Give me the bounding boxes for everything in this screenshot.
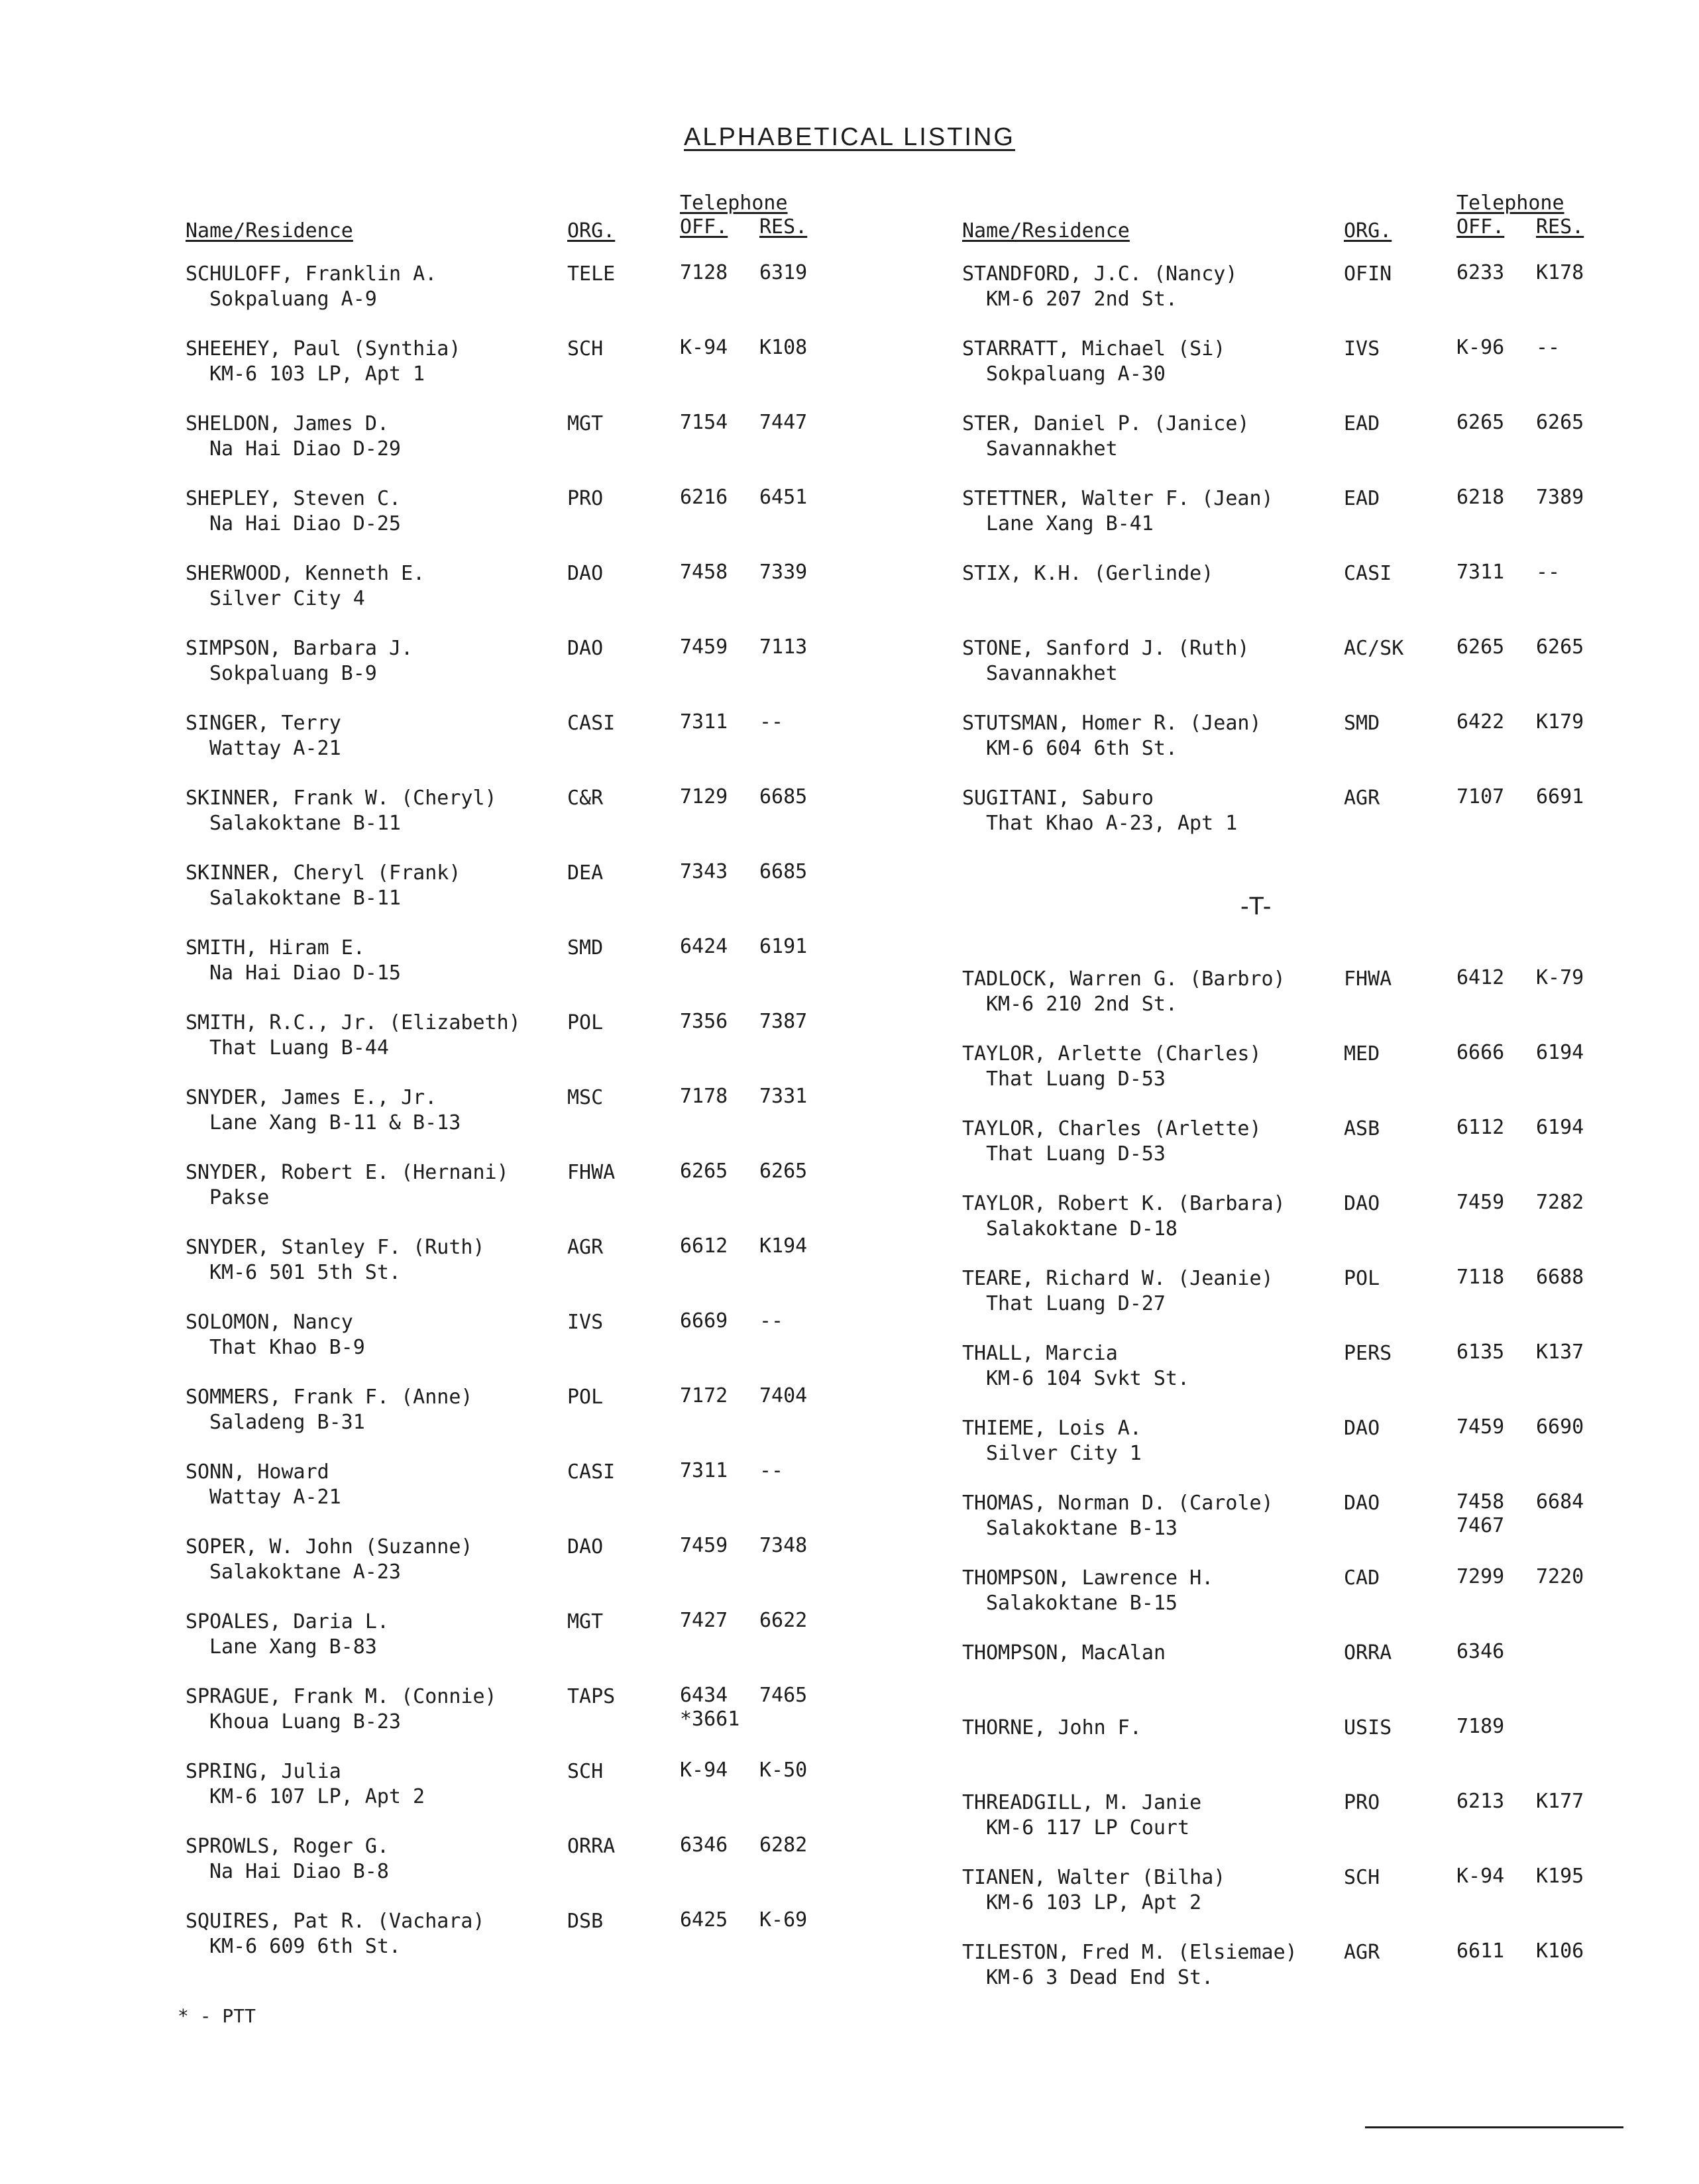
page-title: ALPHABETICAL LISTING xyxy=(684,123,1015,151)
footnote: * - PTT xyxy=(178,2005,256,2027)
entry-office-phone: 6434 xyxy=(680,1684,728,1707)
entry-name: STARRATT, Michael (Si) xyxy=(962,337,1226,360)
entry-office-phone: K-96 xyxy=(1456,336,1505,359)
listing-entry xyxy=(186,1828,934,1902)
entry-org: DAO xyxy=(567,637,604,660)
entry-name: SOMMERS, Frank F. (Anne) xyxy=(186,1386,473,1409)
listing-entry xyxy=(186,929,934,1004)
listing-entry xyxy=(186,1678,934,1753)
entry-office-phone: 7178 xyxy=(680,1085,728,1108)
entry-org: AGR xyxy=(1344,1941,1380,1964)
listing-entry xyxy=(962,1335,1699,1409)
listing-entry xyxy=(186,1228,934,1303)
entry-residence: Lane Xang B-11 & B-13 xyxy=(209,1111,461,1134)
entry-name: SUGITANI, Saburo xyxy=(962,787,1154,810)
entry-name: THOMAS, Norman D. (Carole) xyxy=(962,1492,1274,1515)
entry-org: SMD xyxy=(567,936,604,959)
entry-org: PERS xyxy=(1344,1342,1392,1365)
entry-office-phone: 6666 xyxy=(1456,1041,1505,1064)
entry-residence-phone: 7282 xyxy=(1536,1191,1584,1214)
listing-entry xyxy=(186,629,934,704)
listing-entry xyxy=(962,629,1699,704)
listing-entry xyxy=(962,330,1699,405)
entry-office-phone: 7459 xyxy=(680,635,728,659)
entry-org: AC/SK xyxy=(1344,637,1404,660)
listing-entry xyxy=(186,1603,934,1678)
entry-org: C&R xyxy=(567,787,604,810)
entry-name: SCHULOFF, Franklin A. xyxy=(186,262,437,286)
entry-name: SQUIRES, Pat R. (Vachara) xyxy=(186,1910,485,1933)
header-off: OFF. xyxy=(680,215,728,239)
entry-org: OFIN xyxy=(1344,262,1392,286)
entry-residence-phone: -- xyxy=(759,1309,784,1333)
listing-right-t xyxy=(962,960,1699,2008)
entry-name: SHELDON, James D. xyxy=(186,412,390,435)
entry-office-phone: 7311 xyxy=(680,1459,728,1482)
entry-name: SNYDER, Robert E. (Hernani) xyxy=(186,1161,509,1184)
entry-residence: Silver City 4 xyxy=(209,587,365,610)
entry-org: POL xyxy=(567,1011,604,1034)
entry-org: IVS xyxy=(1344,337,1380,360)
entry-org: USIS xyxy=(1344,1716,1392,1739)
listing-entry xyxy=(962,1859,1699,1934)
entry-org: ASB xyxy=(1344,1117,1380,1140)
entry-org: MGT xyxy=(567,1610,604,1633)
entry-residence: Savannakhet xyxy=(986,662,1118,685)
entry-residence: Lane Xang B-41 xyxy=(986,512,1154,535)
entry-office-phone: K-94 xyxy=(680,1759,728,1782)
entry-office-phone: 6265 xyxy=(1456,635,1505,659)
entry-residence: Salakoktane B-13 xyxy=(986,1517,1178,1540)
entry-residence: KM-6 207 2nd St. xyxy=(986,288,1178,311)
listing-entry xyxy=(962,1185,1699,1260)
entry-org: DAO xyxy=(1344,1192,1380,1215)
entry-office-phone: 7356 xyxy=(680,1010,728,1033)
entry-org: CAD xyxy=(1344,1566,1380,1590)
listing-entry xyxy=(186,1004,934,1079)
entry-residence-phone: 6451 xyxy=(759,486,808,509)
entry-residence-phone: K-69 xyxy=(759,1908,808,1932)
entry-name: TAYLOR, Charles (Arlette) xyxy=(962,1117,1262,1140)
entry-residence-phone: K179 xyxy=(1536,710,1584,734)
entry-office-phone: 6422 xyxy=(1456,710,1505,734)
entry-residence: Wattay A-21 xyxy=(209,737,341,760)
entry-residence-phone: 6319 xyxy=(759,261,808,284)
entry-org: TELE xyxy=(567,262,616,286)
entry-org: MSC xyxy=(567,1086,604,1109)
entry-name: STIX, K.H. (Gerlinde) xyxy=(962,562,1214,585)
entry-residence-phone: K-79 xyxy=(1536,966,1584,989)
listing-left xyxy=(186,255,934,1977)
entry-residence-phone: K-50 xyxy=(759,1759,808,1782)
entry-office-phone: 6669 xyxy=(680,1309,728,1333)
entry-residence-phone: 6622 xyxy=(759,1609,808,1632)
entry-residence-phone: K195 xyxy=(1536,1865,1584,1888)
listing-entry xyxy=(962,1784,1699,1859)
entry-office-phone: 6346 xyxy=(1456,1640,1505,1663)
listing-entry xyxy=(186,1154,934,1228)
entry-residence: Salakoktane D-18 xyxy=(986,1217,1178,1240)
entry-residence: Salakoktane B-11 xyxy=(209,887,401,910)
entry-office-phone: 6216 xyxy=(680,486,728,509)
listing-entry xyxy=(962,1035,1699,1110)
entry-residence-phone: 7113 xyxy=(759,635,808,659)
entry-residence-phone: 6265 xyxy=(1536,635,1584,659)
entry-residence: Saladeng B-31 xyxy=(209,1411,365,1434)
listing-entry xyxy=(962,960,1699,1035)
listing-entry xyxy=(962,255,1699,330)
entry-residence-phone: 6282 xyxy=(759,1833,808,1857)
entry-name: THOMPSON, Lawrence H. xyxy=(962,1566,1214,1590)
entry-office-phone: 6425 xyxy=(680,1908,728,1932)
entry-name: SHEEHEY, Paul (Synthia) xyxy=(186,337,461,360)
entry-residence-phone: -- xyxy=(759,1459,784,1482)
entry-org: DSB xyxy=(567,1910,604,1933)
entry-residence-phone: 6685 xyxy=(759,785,808,808)
entry-org: ORRA xyxy=(1344,1641,1392,1665)
entry-name: TAYLOR, Arlette (Charles) xyxy=(962,1042,1262,1065)
entry-name: STONE, Sanford J. (Ruth) xyxy=(962,637,1250,660)
entry-name: STER, Daniel P. (Janice) xyxy=(962,412,1250,435)
entry-org: ORRA xyxy=(567,1835,616,1858)
entry-org: FHWA xyxy=(567,1161,616,1184)
entry-office-phone: 7427 xyxy=(680,1609,728,1632)
entry-office-phone: 6265 xyxy=(680,1160,728,1183)
entry-org: MGT xyxy=(567,412,604,435)
entry-residence-phone: 7220 xyxy=(1536,1565,1584,1588)
entry-name: SPRAGUE, Frank M. (Connie) xyxy=(186,1685,497,1708)
entry-residence-phone: 7339 xyxy=(759,561,808,584)
entry-residence: KM-6 107 LP, Apt 2 xyxy=(209,1785,425,1808)
entry-residence: Wattay A-21 xyxy=(209,1486,341,1509)
entry-name: THORNE, John F. xyxy=(962,1716,1142,1739)
entry-name: SOLOMON, Nancy xyxy=(186,1311,353,1334)
entry-org: MED xyxy=(1344,1042,1380,1065)
column-header xyxy=(186,189,934,255)
entry-name: THOMPSON, MacAlan xyxy=(962,1641,1166,1665)
entry-name: SPROWLS, Roger G. xyxy=(186,1835,390,1858)
entry-residence-phone: 7404 xyxy=(759,1384,808,1407)
entry-residence: Na Hai Diao D-25 xyxy=(209,512,401,535)
listing-right-s xyxy=(962,255,1699,854)
entry-residence: KM-6 3 Dead End St. xyxy=(986,1966,1214,1989)
entry-office-phone: 6112 xyxy=(1456,1116,1505,1139)
entry-residence-phone: K137 xyxy=(1536,1340,1584,1364)
entry-residence-phone: -- xyxy=(1536,336,1561,359)
entry-office-phone: K-94 xyxy=(680,336,728,359)
entry-name: SHEPLEY, Steven C. xyxy=(186,487,402,510)
entry-office-phone: 6135 xyxy=(1456,1340,1505,1364)
entry-residence: That Luang D-53 xyxy=(986,1142,1166,1166)
entry-office-phone: 7172 xyxy=(680,1384,728,1407)
entry-residence: KM-6 609 6th St. xyxy=(209,1935,401,1958)
listing-entry xyxy=(962,1934,1699,2008)
entry-residence: That Luang B-44 xyxy=(209,1036,389,1060)
header-res: RES. xyxy=(1536,215,1584,239)
entry-residence-phone: 7447 xyxy=(759,411,808,434)
entry-name: TAYLOR, Robert K. (Barbara) xyxy=(962,1192,1286,1215)
header-org: ORG. xyxy=(567,219,616,243)
entry-org: CASI xyxy=(567,712,616,735)
entry-org: EAD xyxy=(1344,487,1380,510)
entry-org: CASI xyxy=(567,1460,616,1484)
entry-residence: KM-6 103 LP, Apt 1 xyxy=(209,362,425,386)
listing-entry xyxy=(186,1303,934,1378)
entry-name: SMITH, Hiram E. xyxy=(186,936,365,959)
listing-entry xyxy=(186,704,934,779)
entry-org: SCH xyxy=(567,1760,604,1783)
entry-residence-phone: 7387 xyxy=(759,1010,808,1033)
entry-residence: KM-6 104 Svkt St. xyxy=(986,1367,1190,1390)
section-letter-t: -T- xyxy=(1240,893,1272,920)
listing-entry xyxy=(962,555,1699,629)
entry-residence: Na Hai Diao D-15 xyxy=(209,961,401,985)
entry-office-phone: 6213 xyxy=(1456,1790,1505,1813)
entry-org: DAO xyxy=(1344,1417,1380,1440)
entry-office-phone-alt: *3661 xyxy=(680,1708,740,1731)
entry-org: DAO xyxy=(1344,1492,1380,1515)
entry-org: DAO xyxy=(567,562,604,585)
entry-residence-phone: K178 xyxy=(1536,261,1584,284)
entry-residence: Sokpaluang A-9 xyxy=(209,288,377,311)
entry-office-phone-alt: 7467 xyxy=(1456,1514,1505,1537)
entry-residence-phone: K177 xyxy=(1536,1790,1584,1813)
entry-office-phone: 7459 xyxy=(680,1534,728,1557)
entry-name: THALL, Marcia xyxy=(962,1342,1118,1365)
entry-office-phone: 6233 xyxy=(1456,261,1505,284)
entry-office-phone: 7107 xyxy=(1456,785,1505,808)
entry-name: SNYDER, James E., Jr. xyxy=(186,1086,437,1109)
entry-residence: Silver City 1 xyxy=(986,1442,1142,1465)
entry-residence: KM-6 210 2nd St. xyxy=(986,993,1178,1016)
entry-name: STANDFORD, J.C. (Nancy) xyxy=(962,262,1238,286)
entry-name: THIEME, Lois A. xyxy=(962,1417,1142,1440)
entry-residence: Khoua Luang B-23 xyxy=(209,1710,401,1733)
entry-residence: That Khao B-9 xyxy=(209,1336,365,1359)
entry-office-phone: 7458 xyxy=(1456,1490,1505,1513)
entry-residence: KM-6 117 LP Court xyxy=(986,1816,1190,1839)
entry-name: SHERWOOD, Kenneth E. xyxy=(186,562,425,585)
listing-entry xyxy=(962,1409,1699,1484)
entry-residence: Savannakhet xyxy=(986,437,1118,461)
entry-residence: Na Hai Diao D-29 xyxy=(209,437,401,461)
entry-name: SONN, Howard xyxy=(186,1460,329,1484)
entry-name: STUTSMAN, Homer R. (Jean) xyxy=(962,712,1262,735)
entry-residence-phone: 6194 xyxy=(1536,1116,1584,1139)
entry-residence: That Luang D-53 xyxy=(986,1067,1166,1091)
entry-org: EAD xyxy=(1344,412,1380,435)
entry-name: TILESTON, Fred M. (Elsiemae) xyxy=(962,1941,1297,1964)
entry-org: CASI xyxy=(1344,562,1392,585)
entry-residence: That Khao A-23, Apt 1 xyxy=(986,812,1238,835)
entry-residence: KM-6 604 6th St. xyxy=(986,737,1178,760)
entry-residence-phone: 6265 xyxy=(759,1160,808,1183)
entry-residence-phone: -- xyxy=(1536,561,1561,584)
entry-name: TADLOCK, Warren G. (Barbro) xyxy=(962,967,1286,991)
entry-office-phone: 7299 xyxy=(1456,1565,1505,1588)
entry-residence-phone: 6194 xyxy=(1536,1041,1584,1064)
entry-residence-phone: 6691 xyxy=(1536,785,1584,808)
entry-residence: Lane Xang B-83 xyxy=(209,1635,377,1659)
entry-name: TIANEN, Walter (Bilha) xyxy=(962,1866,1226,1889)
entry-name: SINGER, Terry xyxy=(186,712,341,735)
entry-office-phone: 7343 xyxy=(680,860,728,883)
entry-residence: Salakoktane A-23 xyxy=(209,1560,401,1584)
listing-entry xyxy=(186,330,934,405)
entry-office-phone: 6265 xyxy=(1456,411,1505,434)
entry-office-phone: 6218 xyxy=(1456,486,1505,509)
entry-office-phone: K-94 xyxy=(1456,1865,1505,1888)
listing-entry xyxy=(962,1110,1699,1185)
listing-entry xyxy=(962,1260,1699,1335)
entry-office-phone: 7459 xyxy=(1456,1415,1505,1439)
entry-office-phone: 6346 xyxy=(680,1833,728,1857)
entry-residence-phone: 6685 xyxy=(759,860,808,883)
entry-office-phone: 7458 xyxy=(680,561,728,584)
listing-entry xyxy=(962,1559,1699,1634)
entry-residence-phone: 7331 xyxy=(759,1085,808,1108)
entry-office-phone: 7128 xyxy=(680,261,728,284)
entry-name: SNYDER, Stanley F. (Ruth) xyxy=(186,1236,485,1259)
entry-org: TAPS xyxy=(567,1685,616,1708)
entry-org: SCH xyxy=(567,337,604,360)
entry-org: PRO xyxy=(1344,1791,1380,1814)
listing-entry xyxy=(962,1709,1699,1784)
listing-entry xyxy=(962,405,1699,480)
listing-entry xyxy=(186,405,934,480)
entry-org: PRO xyxy=(567,487,604,510)
entry-residence-phone: 7465 xyxy=(759,1684,808,1707)
entry-office-phone: 7311 xyxy=(1456,561,1505,584)
listing-entry xyxy=(186,1453,934,1528)
listing-entry xyxy=(962,1484,1699,1559)
right-column xyxy=(962,189,1699,2008)
listing-entry xyxy=(962,480,1699,555)
entry-office-phone: 6612 xyxy=(680,1234,728,1258)
entry-org: IVS xyxy=(567,1311,604,1334)
listing-entry xyxy=(186,255,934,330)
column-header xyxy=(962,189,1699,255)
entry-residence-phone: 6688 xyxy=(1536,1266,1584,1289)
entry-residence-phone: 6690 xyxy=(1536,1415,1584,1439)
entry-org: AGR xyxy=(567,1236,604,1259)
entry-office-phone: 6412 xyxy=(1456,966,1505,989)
entry-org: POL xyxy=(1344,1267,1380,1290)
entry-residence: That Luang D-27 xyxy=(986,1292,1166,1315)
entry-residence: Pakse xyxy=(209,1186,270,1209)
header-res: RES. xyxy=(759,215,808,239)
entry-name: SKINNER, Frank W. (Cheryl) xyxy=(186,787,497,810)
entry-residence-phone: K106 xyxy=(1536,1939,1584,1963)
entry-name: SPOALES, Daria L. xyxy=(186,1610,390,1633)
entry-residence-phone: -- xyxy=(759,710,784,734)
entry-residence-phone: 7348 xyxy=(759,1534,808,1557)
entry-residence: Sokpaluang A-30 xyxy=(986,362,1166,386)
entry-org: AGR xyxy=(1344,787,1380,810)
entry-office-phone: 7154 xyxy=(680,411,728,434)
listing-entry xyxy=(962,704,1699,779)
header-telephone: Telephone xyxy=(1456,191,1564,215)
entry-residence-phone: K108 xyxy=(759,336,808,359)
entry-residence: Na Hai Diao B-8 xyxy=(209,1860,389,1883)
entry-office-phone: 7129 xyxy=(680,785,728,808)
entry-residence-phone: 6265 xyxy=(1536,411,1584,434)
entry-org: DAO xyxy=(567,1535,604,1558)
listing-entry xyxy=(186,854,934,929)
entry-residence-phone: K194 xyxy=(759,1234,808,1258)
entry-office-phone: 7118 xyxy=(1456,1266,1505,1289)
entry-name: TEARE, Richard W. (Jeanie) xyxy=(962,1267,1274,1290)
entry-residence: Salakoktane B-15 xyxy=(986,1592,1178,1615)
listing-entry xyxy=(962,1634,1699,1709)
header-telephone: Telephone xyxy=(680,191,788,215)
entry-residence-phone: 6191 xyxy=(759,935,808,958)
entry-name: SIMPSON, Barbara J. xyxy=(186,637,413,660)
entry-residence: KM-6 103 LP, Apt 2 xyxy=(986,1891,1202,1914)
entry-residence-phone: 6684 xyxy=(1536,1490,1584,1513)
listing-entry xyxy=(186,779,934,854)
entry-residence: Salakoktane B-11 xyxy=(209,812,401,835)
entry-org: DEA xyxy=(567,861,604,885)
listing-entry xyxy=(186,1528,934,1603)
listing-entry xyxy=(186,1753,934,1828)
entry-name: SMITH, R.C., Jr. (Elizabeth) xyxy=(186,1011,521,1034)
listing-entry xyxy=(186,1378,934,1453)
listing-entry xyxy=(962,779,1699,854)
header-org: ORG. xyxy=(1344,219,1392,243)
entry-residence: Sokpaluang B-9 xyxy=(209,662,377,685)
listing-entry xyxy=(186,555,934,629)
entry-name: SPRING, Julia xyxy=(186,1760,341,1783)
entry-org: SMD xyxy=(1344,712,1380,735)
entry-office-phone: 7459 xyxy=(1456,1191,1505,1214)
entry-org: SCH xyxy=(1344,1866,1380,1889)
header-off: OFF. xyxy=(1456,215,1505,239)
entry-residence: KM-6 501 5th St. xyxy=(209,1261,401,1284)
listing-entry xyxy=(186,1079,934,1154)
entry-org: POL xyxy=(567,1386,604,1409)
entry-office-phone: 6424 xyxy=(680,935,728,958)
entry-name: SOPER, W. John (Suzanne) xyxy=(186,1535,473,1558)
header-name-residence: Name/Residence xyxy=(962,219,1130,243)
entry-office-phone: 7189 xyxy=(1456,1715,1505,1738)
header-name-residence: Name/Residence xyxy=(186,219,353,243)
listing-entry xyxy=(186,1902,934,1977)
entry-org: FHWA xyxy=(1344,967,1392,991)
entry-name: SKINNER, Cheryl (Frank) xyxy=(186,861,461,885)
left-column xyxy=(186,189,934,1977)
footer-rule xyxy=(1365,2126,1623,2128)
entry-office-phone: 7311 xyxy=(680,710,728,734)
listing-entry xyxy=(186,480,934,555)
entry-residence-phone: 7389 xyxy=(1536,486,1584,509)
entry-name: STETTNER, Walter F. (Jean) xyxy=(962,487,1274,510)
entry-name: THREADGILL, M. Janie xyxy=(962,1791,1202,1814)
entry-office-phone: 6611 xyxy=(1456,1939,1505,1963)
